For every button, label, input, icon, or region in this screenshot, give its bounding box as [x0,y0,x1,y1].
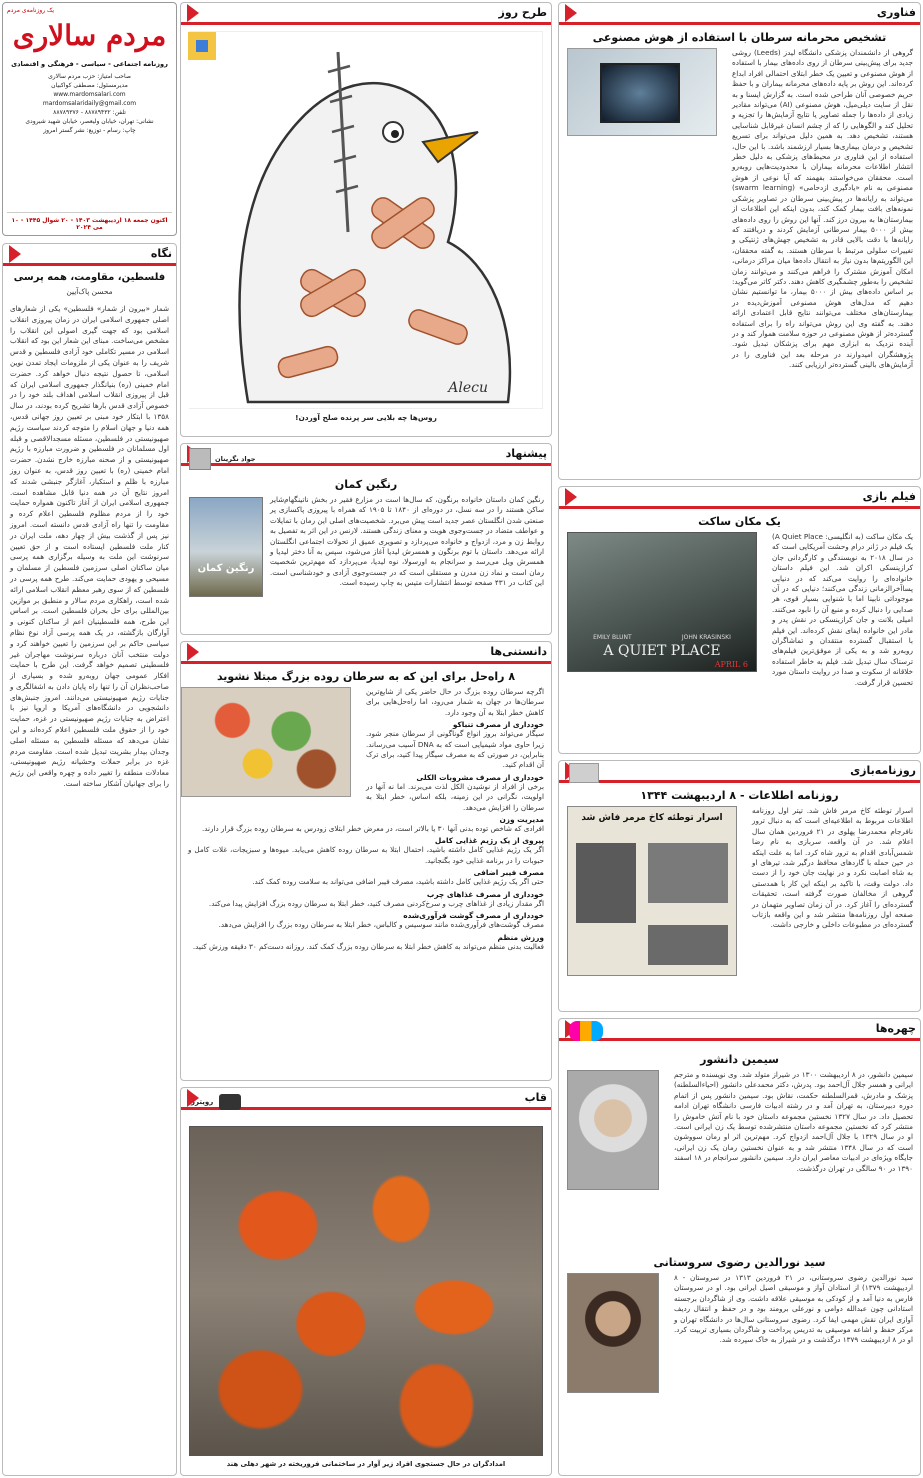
item-text: حتی اگر یک رژیم غذایی کامل داشته باشید، مصرف فیبر اضافی می‌تواند به سلامت روده کمک کند. [252,877,544,887]
section-arrow-icon [565,4,577,22]
author-name: جواد نگرینان [215,455,256,463]
section-label: قاب [524,1091,547,1104]
clipping-headline: اسرار توطئه کاخ مرمر فاش شد [581,813,723,823]
section-label: طرح روز [498,6,547,19]
ghab-section [180,1087,552,1476]
avatar [189,448,211,470]
article-intro: اگرچه سرطان روده بزرگ در حال حاضر یکی از شایع‌ترین سرطان‌ها در جهان به شمار می‌رود، اما راه‌حل‌هایی برای کاهش خطر ابتلا به آن وجود دارد. [366,687,544,717]
item-text: برخی از افراد از نوشیدن الکل لذت می‌برند. اما نه آنها در اولویت، نگرانی در این زمینه، بلکه اساس، خطر ابتلا به سرطان را افزایش می‌دهد. [366,781,544,812]
item-heading: مدیریت وزن [499,815,544,825]
poster-date: APRIL 6 [714,660,748,669]
article-body: گروهی از دانشمندان پزشکی دانشگاه لیدز (Leeds) روشی جدید برای پیش‌بینی سرطان از روی داده‌های بیمار با استفاده از هوش مصنوعی و تعیین یک خطر ابتلای احتمالی افراد ابداع کرده‌اند. این روش بر پایه داده‌های محرمانه بیماران و با حفظ حریم خصوصی آنان طراحی شده است. به گزارش ایسنا و به نقل از سایت دیلی‌میل، هوش مصنوعی (AI) می‌تواند مقادیر زیادی از داده‌ها را جمله تصاویر یا نتایج آزمایش‌ها را تجزیه و تحلیل کند و الگوهایی را که از چشم انسان غیرقابل شناسایی هستند، تشخیص دهد. به همین دلیل می‌تواند برای تسریع تشخیص و درمان بیماری‌ها بسیار ارزشمند باشد. با این حال، استفاده از این فناوری در محیط‌های پزشکی به دلیل خطر انتشار اطلاعات محرمانه بیماران با محدودیت‌هایی روبه‌رو است. محققان می‌خواستند بفهمند که آیا نوعی از هوش مصنوعی به نام «یادگیری ازدحامی» (swarm learning) می‌تواند به رایانه‌ها در پیش‌بینی سرطان در تصاویر پزشکی نمونه‌های بافت بیمار کمک کند، بدون اینکه این اطلاعات از بیمارستان‌ها به بیرون درز کند. آنها این روش را روی داده‌های بیش از ۵۰۰۰ بیمار سرطانی آزمایش کردند و دریافتند که رایانه‌ها با دقت بالایی قادر به تشخیص جهش‌های ژنتیکی و تغییرات سلولی مرتبط با سرطان هستند. به گفته محققان، این الگوریتم‌ها بدون نیاز به انتقال داده‌ها میان مراکز درمانی، امکان آموزش مشترک را فراهم می‌کنند و می‌توانند زمان تشخیص را به‌طور چشمگیری کاهش دهند. دکتر کاتر می‌گوید: بر اساس داده‌های بیش از ۵۰۰۰ بیمار، ما توانستیم نشان دهیم که مدل‌های هوش مصنوعی آموزش‌دیده در بیمارستان‌های مختلف می‌توانند نتایج قابل اعتمادی ارائه دهند. به گفته وی این روش می‌تواند راه را برای استفاده گسترده‌تر از هوش مصنوعی در حوزه سلامت هموار کند و در آینده نزدیک به ابزاری مهم برای پزشکان تبدیل شود. پژوهشگران امیدوارند در مرحله بعد این فناوری را در آزمایش‌های بالینی گسترده‌تر ارزیابی کنند. [732,48,913,370]
masthead-line: تلفن: ۸۸۷۸۹۴۳۲ - ۸۸۷۸۹۳۷۶ [53,109,126,116]
poster-title: A QUIET PLACE [603,643,721,659]
middle-column [180,0,552,1478]
photo-credit [191,1094,241,1110]
food-image [181,687,351,797]
masthead-tag: یک روزنامه‌ی مردم [7,7,55,14]
poster-actor: JOHN KRASINSKI [681,634,731,641]
article-body: یک مکان ساکت (به انگلیسی: A Quiet Place) یک فیلم در ژانر درام وحشت آمریکایی است که در سال ۲۰۱۸ به نویسندگی و کارگردانی جان کرازینسکی اکران شد. این فیلم داستان خانواده‌ای را روایت می‌کند که در دنیایی پساآخرالزمانی زندگی می‌کنند؛ دنیایی که در آن موجوداتی نابینا اما با شنوایی بسیار قوی، هر صدایی را دنبال کرده و منبع آن را نابود می‌کنند. امیلی بلانت و جان کرازینسکی در نقش پدر و مادر این خانواده ایفای نقش کرده‌اند. این فیلم با استقبال گسترده منتقدان و تماشاگران روبه‌رو شد و به یکی از موفق‌ترین فیلم‌های ترسناک سال تبدیل شد. فیلم به خاطر استفاده خلاقانه از سکوت و صدا در روایت داستان مورد تحسین قرار گرفت. [772,532,913,687]
cartoon-section [180,2,552,437]
right-column [558,0,921,1478]
item-heading: خودداری از مصرف گوشت فرآوری‌شده [403,911,544,921]
article-title: روزنامه اطلاعات - ۸ اردیبهشت ۱۳۴۴ [640,789,839,802]
cartoon-image [189,31,543,409]
danestani-section [180,641,552,1081]
pishnahad-section [180,443,552,635]
masthead-line: صاحب امتیاز: حزب مردم سالاری [48,73,131,80]
article-body: اسرار توطئه کاخ مرمر فاش شد. تیتر اول روزنامه اطلاعات مربوط به اطلاعیه‌ای است که به دنبال ترور نافرجام محمدرضا پهلوی در ۲۱ فروردین همان سال اعلام شد. در آن واقعه، سربازی به نام رضا شمس‌آبادی اقدام به ترور شاه کرد. اما به علت اینکه در حین حمله با گاردهای محافظ درگیر شد، تیرهای او به شاه اصابت نکرد و در نهایت جان خود را از دست داد. دولت وقت، با تاکید بر اینکه این کار با همدستی گروهی از مخالفان صورت گرفته است، تحقیقات گسترده‌ای را آغاز کرد. در آن زمان تصاویر متهمان در صفحه اول روزنامه‌ها منتشر شد و این واقعه بازتاب گسترده‌ای در مطبوعات داخلی و خارجی داشت. [752,806,914,930]
section-header [559,3,920,25]
book-title: رنگین کمان [197,563,255,574]
cartoon-caption: روس‌ها چه بلایی سر پرنده صلح آوردن! [295,413,437,422]
rescue-photo [189,1126,543,1456]
item-text: فعالیت بدنی منظم می‌تواند به کاهش خطر ابتلا به سرطان روده بزرگ کمک کند. روزانه دست‌کم ۳۰ دقیقه ورزش کنید. [192,941,544,951]
photo-credit-label: رویترز [191,1098,214,1106]
item-text: مصرف گوشت‌های فرآوری‌شده مانند سوسیس و کالباس، خطر ابتلا به سرطان روده بزرگ را افزایش می‌دهد. [218,920,544,930]
section-header [559,1019,920,1041]
masthead-logo [3,14,176,56]
item-heading: پیروی از یک رژیم غذایی کامل [434,836,544,846]
masthead [2,2,177,236]
poster-actor: EMILY BLUNT [593,634,632,641]
item-heading: مصرف فیبر اضافی [473,868,544,878]
masthead-line: مدیرمسئول: مصطفی کواکبیان [51,82,128,89]
item-heading: خودداری از مصرف غذاهای چرب [426,889,544,899]
article-title: ۸ راه‌حل برای این که به سرطان روده بزرگ مبتلا نشوید [216,670,516,683]
article-author: محسن پاک‌آیین [66,287,113,296]
masthead-info [3,72,176,135]
fanavari-section [558,2,921,480]
article-title: تشخیص محرمانه سرطان با استفاده از هوش مصنوعی [592,31,887,44]
section-label: روزنامه‌بازی [850,764,916,777]
negah-section [2,243,177,1476]
clipping-photo [648,843,728,903]
section-header [559,761,920,783]
item-heading: ورزش منظم [497,932,544,942]
masthead-date-line: اکنون جمعه ۱۸ اردیبهشت ۱۴۰۳ - ۲۰ شوال ۱۴۴۵ - ۱۰ می ۲۰۲۴ [7,212,172,231]
xray-tablet-image [567,48,717,136]
section-label: چهره‌ها [875,1022,916,1035]
dove-cartoon-graphic [188,32,542,408]
section-header [559,487,920,509]
masthead-line: چاپ: رسام - توزیع: نشر گستر امروز [43,127,136,134]
author-box [189,448,256,470]
section-arrow-icon [9,245,21,263]
ruznameh-section [558,760,921,1012]
portrait-daneshvar [567,1070,659,1190]
section-header [181,3,551,25]
film-section [558,486,921,754]
svg-text:Alecu: Alecu [448,380,488,396]
masthead-line: mardomsalaridaily@gmail.com [42,100,137,107]
section-label: فناوری [876,6,916,19]
item-text: افرادی که شاخص توده بدنی آنها ۳۰ یا بالاتر است، در معرض خطر ابتلای زودرس به سرطان روده بزرگ قرار دارند. [201,824,544,834]
camera-icon [219,1094,241,1110]
masthead-line: نشانی: تهران، خیابان ولیعصر، خیابان شهید شیرودی [25,118,154,125]
person-bio: سیمین دانشور، در ۸ اردیبهشت ۱۳۰۰ در شیراز متولد شد. وی نویسنده و مترجم ایرانی و همسر جلال آل‌احمد بود. پدرش، دکتر محمدعلی دانشور (احیاءالسلطنه) پزشک و مادرش، قمرالسلطنه حکمت، نقاش بود. سیمین دانشور پس از اتمام دوره دبیرستان، به تهران آمد و در رشته ادبیات فارسی دانشگاه تهران ادامه تحصیل داد. در سال ۱۳۲۷ نخستین مجموعه داستان خود با نام آتش خاموش را منتشر کرد که نخستین مجموعه داستان منتشرشده توسط یک زن ایرانی است. او در سال ۱۳۲۹ با جلال آل‌احمد ازدواج کرد. مهم‌ترین اثر او رمان سووشون است که در سال ۱۳۴۸ منتشر شد و به عنوان نخستین رمان یک زن ایرانی، جایگاه ویژه‌ای در ادبیات معاصر ایران دارد. سیمین دانشور سرانجام در ۱۸ اسفند ۱۳۹۰ در ۹۰ سالگی در تهران درگذشت. [674,1070,913,1173]
section-label: نگاه [150,247,172,260]
section-label: دانستنی‌ها [490,645,547,658]
article-title: فلسطین، مقاومت، همه پرسی [13,272,166,283]
item-text: سیگار می‌تواند بروز انواع گوناگونی از سرطان منجر شود. زیرا حاوی مواد شیمیایی است که به DNA آسیب می‌رساند. بنابراین، در صورتی که به مصرف سیگار پیدا کنید، برای ترک آن اقدام کنید. [366,729,544,770]
left-column [2,0,177,1478]
section-header [181,642,551,664]
newspaper-clipping [567,806,737,976]
clipping-photo [576,843,636,923]
section-label: پیشنهاد [505,447,547,460]
portrait-sarvestani [567,1273,659,1393]
section-arrow-icon [187,643,199,661]
book-cover [189,497,263,597]
masthead-subtitle: روزنامه اجتماعی - سیاسی - فرهنگی و اقتصادی [11,60,168,68]
item-heading: خودداری از مصرف تنباکو [452,720,544,730]
masthead-name: مردم سالاری [12,18,167,52]
person-name: سیمین دانشور [700,1053,779,1066]
item-heading: خودداری از مصرف مشروبات الکلی [416,772,544,782]
item-text: اگر مقدار زیادی از غذاهای چرب و سرخ‌کردنی مصرف کنید، خطر ابتلا به سرطان روده بزرگ افزایش پیدا می‌کند. [208,898,544,908]
chehreha-section [558,1018,921,1476]
newspaper-stack-icon [569,763,599,783]
person-bio: سید نورالدین رضوی سروستانی، در ۲۱ فروردین ۱۳۱۳ در سروستان - ۸ اردیبهشت ۱۳۷۹) از استادان آواز و موسیقی اصیل ایرانی بود. او در سروستان فارس به دنیا آمد و از کودکی به موسیقی علاقه داشت. وی از شاگردان برجسته استادانی چون عبدالله دوامی و نورعلی برومند بود و در حفظ و انتقال ردیف آوازی ایران نقش مهمی ایفا کرد. رضوی سروستانی سال‌ها در دانشگاه تهران و مرکز حفظ و اشاعه موسیقی به تدریس پرداخت و شاگردان بسیاری تربیت کرد. او در ۸ اردیبهشت ۱۳۷۹ درگذشت و در شیراز به خاک سپرده شد. [674,1273,914,1345]
masthead-line: www.mardomsalari.com [53,91,126,98]
person-name: سید نورالدین رضوی سروستانی [653,1256,826,1269]
item-text: اگر یک رژیم غذایی کامل داشته باشید، احتمال ابتلا به سرطان روده کاهش می‌یابد. میوه‌ها و سبزیجات، غلات کامل و حبوبات را در برنامه غذایی خود بگنجانید. [188,845,544,865]
movie-poster [567,532,757,672]
article-title: یک مکان ساکت [698,515,781,528]
section-arrow-icon [187,4,199,22]
section-header [3,244,176,266]
photo-caption: امدادگران در حال جستجوی افراد زیر آوار در ساختمانی فروریخته در شهر دهلی هند [226,1460,506,1468]
article-title: رنگین کمان [334,478,398,491]
xray-screen [600,63,680,123]
article-body: رنگین کمان داستان خانواده برنگون، که سال‌ها است در مزارع فقیر در بخش ناتینگهام‌شایر ساکن هستند را در سه نسل، در دوره‌ای از ۱۸۴۰ تا ۱۹۰۵ که همراه با پیروزی پاکسازی پر صنعتی شدن انگلستان عصر جدید است پیش می‌برد. شخصیت‌های اصلی این رمان با تمایلات و عواطف متضاد در جست‌وجوی هویت و معنای زندگی هستند. لارنس در این اثر به تفصیل به روابط زن و مرد، ازدواج و خانواده می‌پردازد و تصویری عمیق از تحولات اجتماعی انگلستان ارائه می‌دهد. داستان با توم برنگون و همسرش لیدیا آغاز می‌شود، سپس به آنا دختر لیدیا و همسرش ویل می‌رسد و سرانجام به اورسولا، نوه لیدیا، می‌پردازد که مهم‌ترین شخصیت رمان است و نماد زن مدرن و مستقلی است که در جست‌وجوی آزادی و خودشناسی است. این کتاب در ۴۳۱ صفحه توسط انتشارات متیس به چاپ رسیده است. [270,495,545,588]
section-label: فیلم بازی [862,490,916,503]
faces-icon [569,1021,603,1041]
article-body: شمار «بیرون از شمار» فلسطین» یکی از شعارهای اصلی جمهوری اسلامی ایران در زمان پیروزی انقلاب اسلامی بود که جهت گیری اصولی این انقلاب را مشخص می‌ساخت. مبنای این شعار این بود که انقلاب اسلامی در مسیر تکاملی خود آزادی فلسطین و قدس شریف را به عنوان یکی از ملزومات ایجاد تمدن نوین اسلامی، تا حصول نتیجه دنبال خواهد کرد. حضرت امام خمینی (ره) بنیانگذار جمهوری اسلامی ایران که قبل از پیروزی انقلاب اسلامی اهداف بلند خود را در خصوص آزادی قدس بارها تشریح کرده بودند، در سال ۱۳۵۸ با ابتکار خود مبنی بر تعیین روز جهانی قدس، همه دنیا و جهان اسلام را متوجه کردند سیاست رژیم صهیونیستی در فلسطین، مسئله مسجدالاقصی و قبله اول مسلمانان در فلسطین و ضرورت مبارزه با رژیم صهیونیستی و از صحنه مبارزه خارج نشدن. حضرت امام خمینی (ره) با تعیین روز قدس، به عنوان روز مبارزه با ظلم و استکبار، آغازگر جنبشی شدند که امروز نتایج آن در همه دنیا قابل مشاهده است. جمهوری اسلامی ایران از آغاز تاکنون همواره حمایت خود را از مردم مظلوم فلسطین اعلام کرده و مقاومت را تنها راه آزادی قدس دانسته است. امروز نیز پس از گذشت بیش از چهار دهه، ملت ایران در کنار ملت فلسطین ایستاده است و از حق تعیین سرنوشت این ملت به وسیله برگزاری همه پرسی میان ساکنان اصلی سرزمین فلسطین از مسلمان و مسیحی و یهودی حمایت می‌کند. طرح همه پرسی در فلسطین که از سوی رهبر معظم انقلاب اسلامی ارائه شده است، راهکاری مردم سالار و منطبق بر موازین بین‌المللی برای حل بحران فلسطین است. بر اساس این طرح، همه فلسطینیان اعم از ساکنان کنونی و آوارگان بازگشته، در یک همه پرسی آزاد نوع نظام سیاسی حاکم بر این سرزمین را تعیین خواهند کرد و دولت منتخب آنان درباره سرنوشت مهاجران غیر فلسطینی تصمیم خواهد گرفت. این طرح با حمایت افکار عمومی جهان روبه‌رو شده و بسیاری از صاحب‌نظران آن را تنها راه پایان دادن به اشغالگری و جنایات رژیم صهیونیستی می‌دانند. امروز جنبش‌های دانشجویی در دانشگاه‌های آمریکا و اروپا نیز با اعتراض به جنایات رژیم صهیونیستی در غزه، حمایت خود را از حقوق ملت فلسطین اعلام کرده‌اند و این نشان می‌دهد که مسئله فلسطین به مسئله اصلی وجدان بیدار بشریت تبدیل شده است. مقاومت مردم غزه در برابر حملات وحشیانه رژیم صهیونیستی، معادلات منطقه را تغییر داده و چهره واقعی این رژیم را برای جهانیان آشکار ساخته است. [10,304,169,789]
clipping-photo [648,925,728,965]
section-arrow-icon [565,488,577,506]
